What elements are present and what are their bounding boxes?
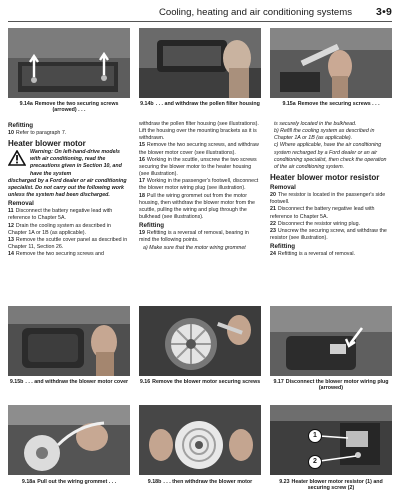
paragraph-19a-continued: is securely located in the bulkhead. xyxy=(274,121,357,127)
refitting-heading-3: Refitting xyxy=(270,243,296,251)
paragraph-11: 11 Disconnect the battery negative lead with reference to Chapter 5A. xyxy=(8,208,113,222)
photo-9-16 xyxy=(139,306,261,376)
paragraph-19c: c) Where applicable, have the air conditioning system recharged by a Ford dealer or an air conditioning specialist, then check the operation of the air conditioning system. xyxy=(274,142,387,170)
caption-9-23: 9.23 Heater blower motor resistor (1) and securing screw (2) xyxy=(279,479,383,492)
paragraph-23: 23 Unscrew the securing screw, and withdraw the resistor (see illustration). xyxy=(270,227,387,242)
paragraph-12: 12 Drain the cooling system as described in Chapter 1A or 1B (as applicable). xyxy=(8,222,112,236)
photo-9-17 xyxy=(270,306,392,376)
caption-9-18b: 9.18b . . . then withdraw the blower motor xyxy=(147,479,253,485)
paragraph-19a: a) Make sure that the motor wiring grommet xyxy=(143,244,246,251)
removal-heading-2: Removal xyxy=(270,184,296,192)
caption-9-14a: 9.14a Remove the two securing screws (arrowed) . . . xyxy=(19,101,119,114)
caption-9-14b: 9.14b . . . and withdraw the pollen filter housing xyxy=(140,101,260,107)
photo-9-23 xyxy=(270,405,392,475)
paragraph-14: 14 Remove the two securing screws and xyxy=(8,251,104,258)
warning-block: Warning: On left-hand-drive models with air conditioning, read the precautions given in Section 10, and have the system xyxy=(8,149,130,178)
page-number: 3•9 xyxy=(376,6,392,18)
section-heading-blower-motor: Heater blower motor xyxy=(8,139,86,149)
paragraph-21: 21 Disconnect the battery negative lead with reference to Chapter 5A. xyxy=(270,206,375,220)
caption-9-15b: 9.15b . . . and withdraw the blower motor cover xyxy=(9,379,129,385)
caption-9-15a: 9.15a Remove the securing screws . . . xyxy=(282,101,380,107)
paragraph-13: 13 Remove the scuttle cover panel as described in Chapter 11, Section 26. xyxy=(8,236,128,251)
paragraph-16: 16 Working in the scuttle, unscrew the two screws securing the blower motor to the heater housing (see illustration). xyxy=(139,156,257,178)
paragraph-19b: b) Refill the cooling system as described in Chapter 1A or 1B (as applicable). xyxy=(274,128,375,142)
paragraph-15: 15 Remove the two securing screws, and withdraw the blower motor cover (see illustrations). xyxy=(139,142,259,156)
text-column-3 xyxy=(270,121,392,258)
photo-9-18b xyxy=(139,405,261,475)
page-header xyxy=(8,6,392,24)
paragraph-19: 19 Refitting is a reversal of removal, bearing in mind the following points. xyxy=(139,230,249,244)
header-rule xyxy=(8,21,392,22)
refitting-heading-2: Refitting xyxy=(139,222,165,230)
photo-9-14b xyxy=(139,28,261,98)
paragraph-14-continued: withdraw the pollen filter housing (see illustrations). Lift the housing over the mounting brackets as it is withdrawn. xyxy=(139,121,259,142)
warning-continued: discharged by a Ford dealer or air conditioning specialist. Do not carry out the following work unless the system had been discharged. xyxy=(8,177,127,199)
section-heading-resistor: Heater blower motor resistor xyxy=(270,173,380,183)
warning-icon xyxy=(8,150,26,166)
callout-2: 2 xyxy=(308,455,322,469)
paragraph-18: 18 Pull the wiring grommet out from the motor housing, then withdraw the blower motor from the scuttle, pulling the wiring and plug through the bulkhead (see illustrations). xyxy=(139,192,256,221)
running-title: Cooling, heating and air conditioning systems xyxy=(158,7,352,18)
text-column-2 xyxy=(139,121,261,252)
paragraph-22: 22 Disconnect the resistor wiring plug. xyxy=(270,220,361,227)
caption-9-18a: 9.18a Pull out the wiring grommet . . . xyxy=(21,479,117,485)
refitting-heading: Refitting xyxy=(8,122,34,129)
removal-heading: Removal xyxy=(8,200,34,208)
photo-9-14a xyxy=(8,28,130,98)
paragraph-20: 20 The resistor is located in the passenger's side footwell. xyxy=(270,192,386,206)
paragraph-24: 24 Refitting is a reversal of removal. xyxy=(270,251,356,258)
caption-9-16: 9.16 Remove the blower motor securing screws xyxy=(139,379,261,385)
callout-1: 1 xyxy=(308,429,322,443)
paragraph-17: 17 Working in the passenger's footwell, disconnect the blower motor wiring plug (see illustration). xyxy=(139,178,259,192)
text-column-1 xyxy=(8,121,130,258)
photo-9-18a xyxy=(8,405,130,475)
paragraph-10: 10 Refer to paragraph 7. xyxy=(8,130,67,136)
photo-9-15b xyxy=(8,306,130,376)
caption-9-17: 9.17 Disconnect the blower motor wiring plug (arrowed) xyxy=(273,379,389,392)
photo-9-15a xyxy=(270,28,392,98)
